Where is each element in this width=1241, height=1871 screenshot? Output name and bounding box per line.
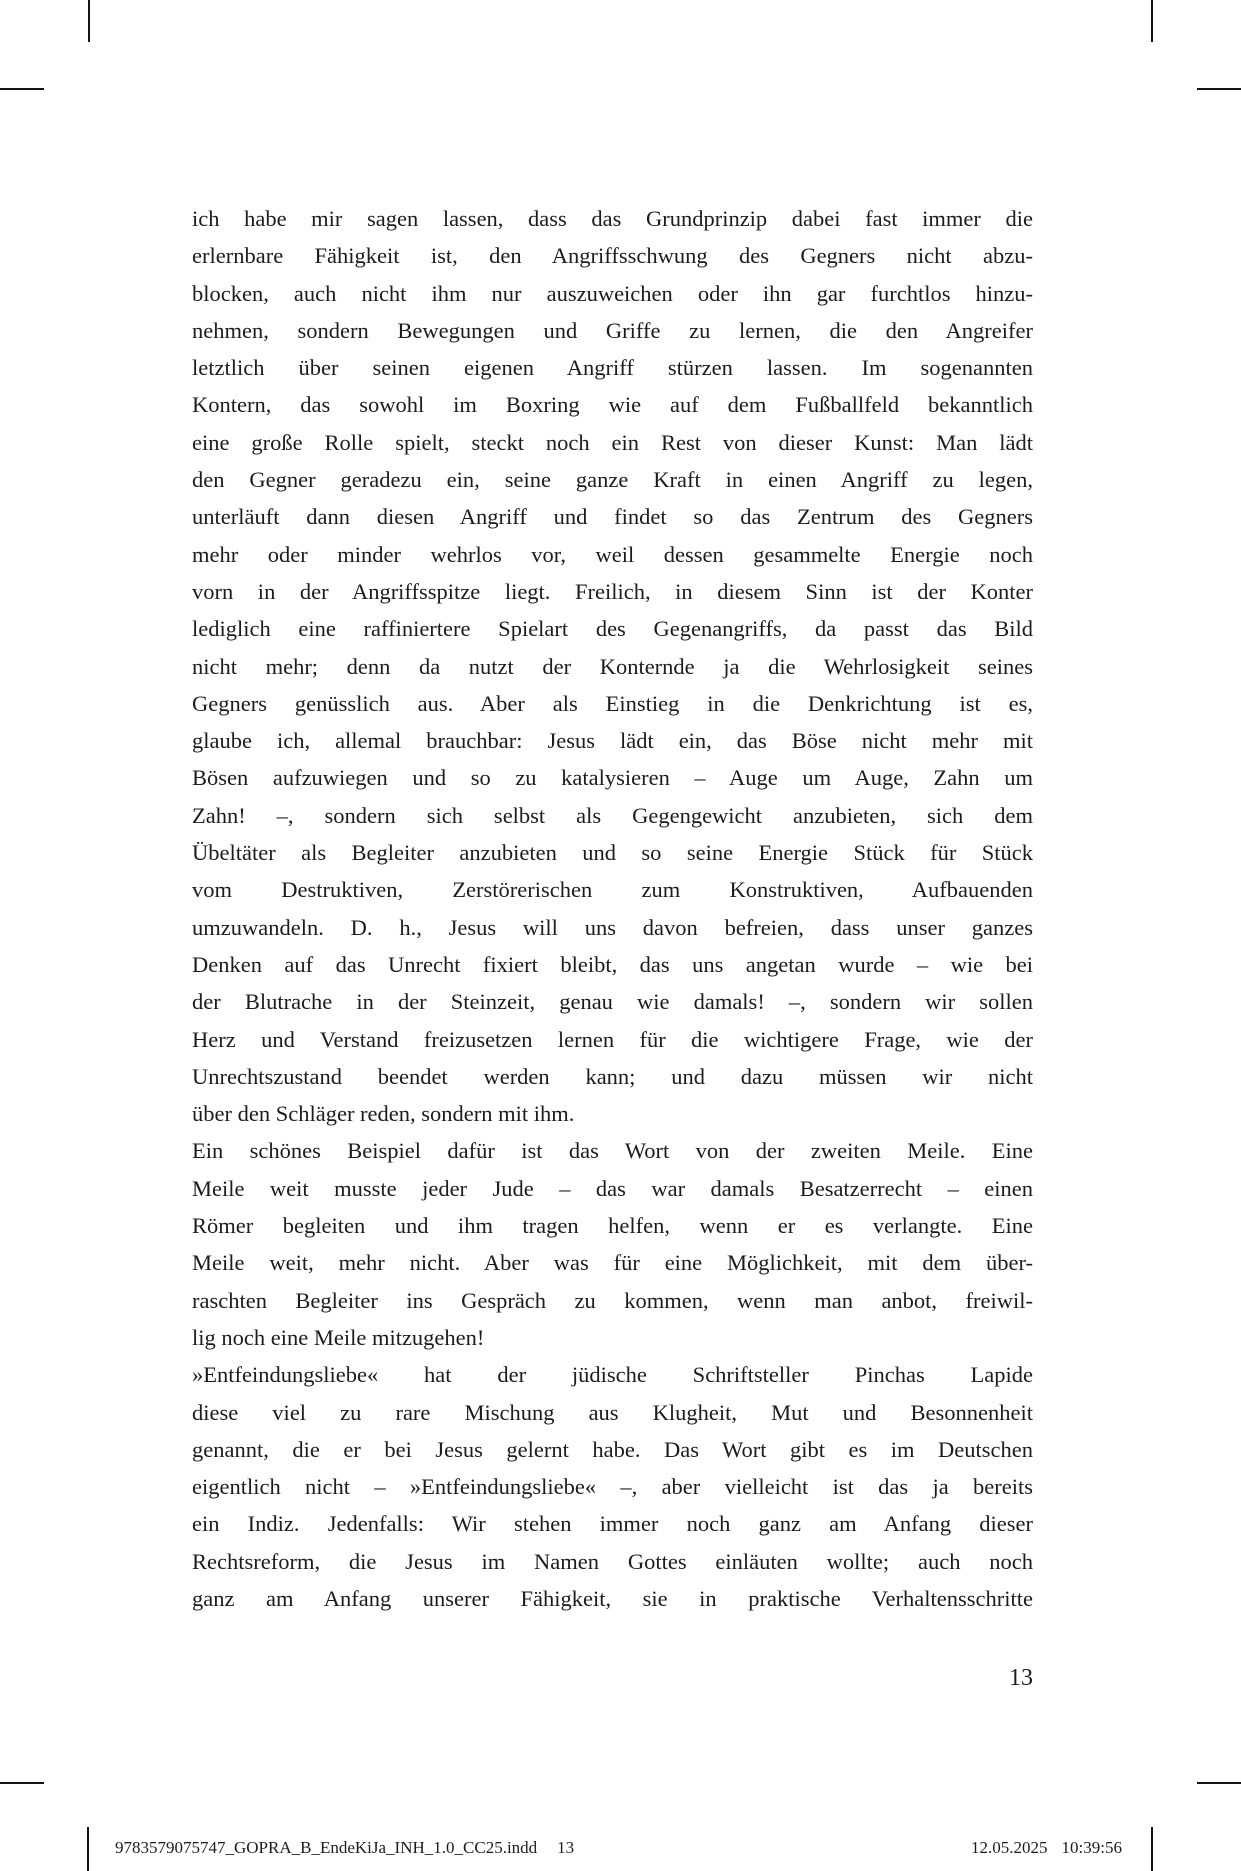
crop-mark-bottom-left-horizontal — [0, 1782, 44, 1784]
text-line: ein Indiz. Jedenfalls: Wir stehen immer noch ganz am Anfang dieser — [192, 1511, 1033, 1537]
crop-mark-top-right-horizontal — [1197, 88, 1241, 90]
text-line: diese viel zu rare Mischung aus Klugheit, Mut und Besonnenheit — [192, 1399, 1033, 1425]
text-line: letztlich über seinen eigenen Angriff stürzen lassen. Im sogenannten — [192, 355, 1033, 381]
text-line: vom Destruktiven, Zerstörerischen zum Konstruktiven, Aufbauenden — [192, 877, 1033, 903]
text-line: Herz und Verstand freizusetzen lernen für die wichtigere Frage, wie der — [192, 1026, 1033, 1052]
text-line: Unrechtszustand beendet werden kann; und dazu müssen wir nicht — [192, 1063, 1033, 1089]
text-line: Übeltäter als Begleiter anzubieten und so seine Energie Stück für Stück — [192, 840, 1033, 866]
text-line: mehr oder minder wehrlos vor, weil dessen gesammelte Energie noch — [192, 541, 1033, 567]
slug-page-ref: 13 — [557, 1838, 575, 1857]
text-block — [192, 200, 1033, 1617]
text-line: Denken auf das Unrecht fixiert bleibt, das uns angetan wurde – wie bei — [192, 951, 1033, 977]
text-line: eigentlich nicht – »Entfeindungsliebe« –, aber vielleicht ist das ja bereits — [192, 1474, 1033, 1500]
crop-mark-bottom-right-horizontal — [1197, 1782, 1241, 1784]
text-line: genannt, die er bei Jesus gelernt habe. Das Wort gibt es im Deutschen — [192, 1436, 1033, 1462]
text-line: ich habe mir sagen lassen, dass das Grundprinzip dabei fast immer die — [192, 206, 1033, 231]
crop-mark-top-left-horizontal — [0, 88, 44, 90]
text-line: umzuwandeln. D. h., Jesus will uns davon befreien, dass unser ganzes — [192, 914, 1033, 940]
text-line: Rechtsreform, die Jesus im Namen Gottes einläuten wollte; auch noch — [192, 1548, 1033, 1574]
crop-mark-bottom-left-vertical — [87, 1827, 89, 1871]
text-line: nehmen, sondern Bewegungen und Griffe zu lernen, die den Angreifer — [192, 317, 1033, 343]
text-line: glaube ich, allemal brauchbar: Jesus lädt ein, das Böse nicht mehr mit — [192, 728, 1033, 754]
text-line: raschten Begleiter ins Gespräch zu kommen, wenn man anbot, freiwil- — [192, 1287, 1033, 1313]
slug-filename: 9783579075747_GOPRA_B_EndeKiJa_INH_1.0_CC25.indd — [115, 1838, 538, 1857]
text-line: Gegners genüsslich aus. Aber als Einstieg in die Denkrichtung ist es, — [192, 690, 1033, 716]
text-line: Zahn! –, sondern sich selbst als Gegengewicht anzubieten, sich dem — [192, 802, 1033, 828]
text-line: blocken, auch nicht ihm nur auszuweichen oder ihn gar furchtlos hinzu- — [192, 280, 1033, 306]
slug-left — [115, 1837, 574, 1859]
text-line: Meile weit musste jeder Jude – das war damals Besatzerrecht – einen — [192, 1175, 1033, 1201]
text-line: Kontern, das sowohl im Boxring wie auf dem Fußballfeld bekanntlich — [192, 392, 1033, 418]
page-number: 13 — [1009, 1665, 1033, 1691]
slug-time: 10:39:56 — [1061, 1838, 1122, 1857]
text-line: erlernbare Fähigkeit ist, den Angriffsschwung des Gegners nicht abzu- — [192, 243, 1033, 269]
text-line: über den Schläger reden, sondern mit ihm. — [192, 1101, 575, 1127]
text-line: Römer begleiten und ihm tragen helfen, wenn er es verlangte. Eine — [192, 1213, 1033, 1239]
crop-mark-bottom-right-vertical — [1151, 1827, 1153, 1871]
text-line: vorn in der Angriffsspitze liegt. Freilich, in diesem Sinn ist der Konter — [192, 578, 1033, 604]
text-line: Bösen aufzuwiegen und so zu katalysieren – Auge um Auge, Zahn um — [192, 765, 1033, 791]
text-line: eine große Rolle spielt, steckt noch ein Rest von dieser Kunst: Man lädt — [192, 429, 1033, 455]
text-line: Meile weit, mehr nicht. Aber was für eine Möglichkeit, mit dem über- — [192, 1250, 1033, 1276]
slug-right — [971, 1837, 1122, 1859]
text-line: »Entfeindungsliebe« hat der jüdische Schriftsteller Pinchas Lapide — [192, 1362, 1033, 1388]
crop-mark-top-right-vertical — [1151, 0, 1153, 42]
slug-date: 12.05.2025 — [971, 1838, 1048, 1857]
crop-mark-top-left-vertical — [88, 0, 90, 42]
text-line: Ein schönes Beispiel dafür ist das Wort von der zweiten Meile. Eine — [192, 1138, 1033, 1164]
text-line: lediglich eine raffiniertere Spielart des Gegenangriffs, da passt das Bild — [192, 616, 1033, 642]
text-line: nicht mehr; denn da nutzt der Konternde ja die Wehrlosigkeit seines — [192, 653, 1033, 679]
text-line: unterläuft dann diesen Angriff und findet so das Zentrum des Gegners — [192, 504, 1033, 530]
text-line: lig noch eine Meile mitzugehen! — [192, 1324, 485, 1350]
text-line: der Blutrache in der Steinzeit, genau wie damals! –, sondern wir sollen — [192, 989, 1033, 1015]
text-line: den Gegner geradezu ein, seine ganze Kraft in einen Angriff zu legen, — [192, 467, 1033, 493]
text-line: ganz am Anfang unserer Fähigkeit, sie in praktische Verhaltensschritte — [192, 1585, 1033, 1611]
